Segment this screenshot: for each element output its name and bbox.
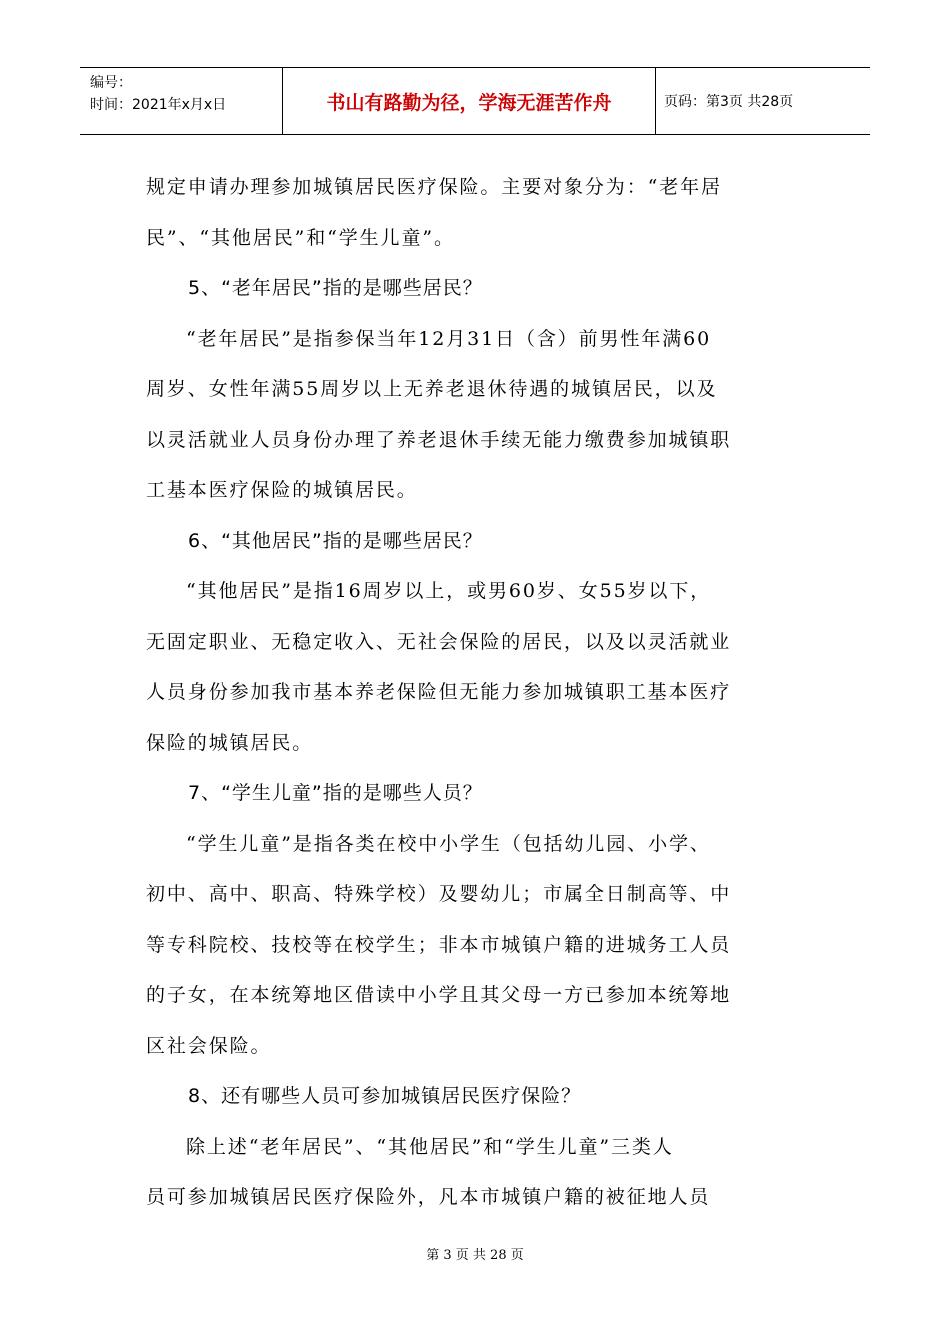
body-line: 除上述“老年居民”、“其他居民”和“学生儿童”三类人 — [186, 1135, 674, 1158]
body-line: 以灵活就业人员身份办理了养老退休手续无能力缴费参加城镇职 — [146, 428, 732, 451]
page-header — [80, 67, 870, 135]
body-line: 工基本医疗保险的城镇居民。 — [146, 479, 418, 501]
body-line: “老年居民”是指参保当年12月31日（含）前男性年满60 — [186, 327, 712, 350]
body-line: 人员身份参加我市基本养老保险但无能力参加城镇职工基本医疗 — [146, 681, 732, 703]
body-line: “其他居民”是指16周岁以上，或男60岁、女55岁以下， — [186, 580, 712, 602]
body-line: “学生儿童”是指各类在校中小学生（包括幼儿园、小学、 — [186, 832, 711, 855]
question-heading-8: 8、还有哪些人员可参加城镇居民医疗保险？ — [188, 1085, 582, 1107]
body-line: 初中、高中、职高、特殊学校）及婴幼儿；市属全日制高等、中 — [146, 883, 732, 905]
document-number-label: 编号： — [90, 75, 132, 91]
header-page-info: 页码：第3页 共28页 — [664, 94, 794, 110]
body-line: 的子女，在本统筹地区借读中小学且其父母一方已参加本统筹地 — [146, 984, 732, 1006]
header-motto: 书山有路勤为径，学海无涯苦作舟 — [283, 68, 656, 134]
question-heading-6: 6、“其他居民”指的是哪些居民？ — [188, 529, 483, 552]
body-line: 民”、“其他居民”和“学生儿童”。 — [146, 226, 455, 249]
header-meta — [80, 68, 283, 134]
question-heading-7: 7、“学生儿童”指的是哪些人员？ — [188, 782, 483, 804]
document-body — [146, 162, 812, 1223]
body-line: 等专科院校、技校等在校学生；非本市城镇户籍的进城务工人员 — [146, 933, 732, 956]
body-line: 规定申请办理参加城镇居民医疗保险。主要对象分为：“老年居 — [146, 176, 722, 198]
body-line: 周岁、女性年满55周岁以上无养老退休待遇的城镇居民，以及 — [146, 378, 718, 400]
body-line: 无固定职业、无稳定收入、无社会保险的居民，以及以灵活就业 — [146, 630, 732, 653]
question-heading-5: 5、“老年居民”指的是哪些居民？ — [188, 277, 483, 299]
page-footer: 第 3 页 共 28 页 — [426, 1248, 524, 1263]
document-date: 时间：2021年x月x日 — [90, 97, 227, 113]
body-line: 区社会保险。 — [146, 1034, 272, 1057]
body-line: 保险的城镇居民。 — [146, 731, 314, 754]
body-line: 员可参加城镇居民医疗保险外，凡本市城镇户籍的被征地人员 — [146, 1186, 711, 1208]
